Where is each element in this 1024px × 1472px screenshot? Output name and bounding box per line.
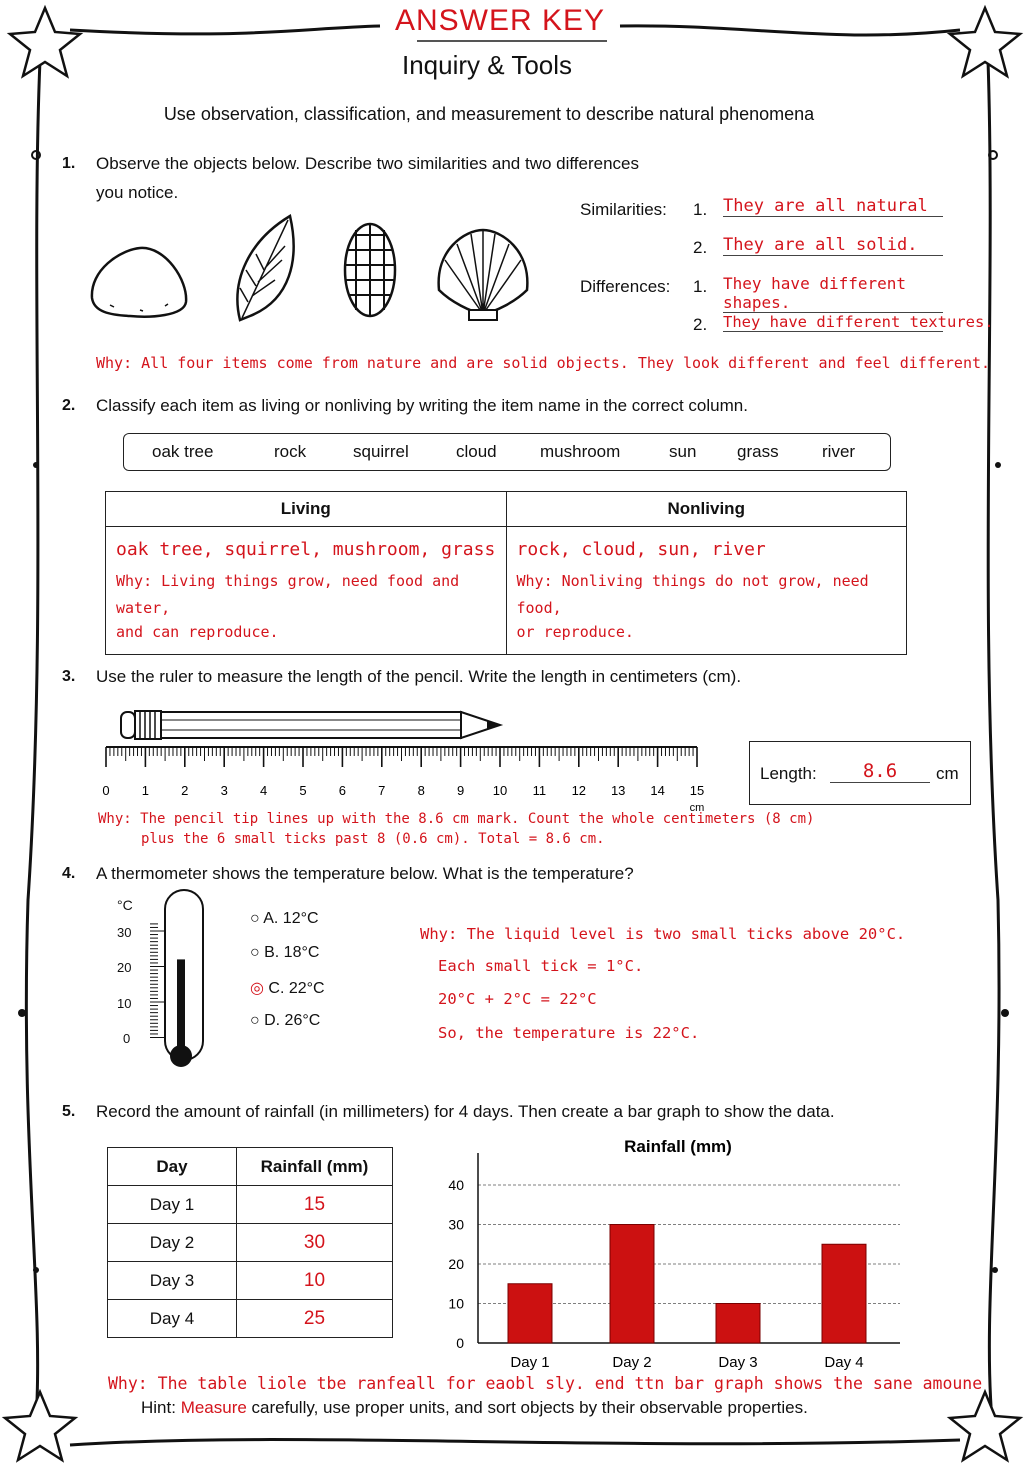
day-cell: Day 2: [108, 1224, 237, 1262]
q1-text-1: Observe the objects below. Describe two similarities and two differences: [96, 154, 639, 173]
word-bank-item: mushroom: [540, 442, 621, 461]
y-tick-label: 40: [448, 1177, 464, 1193]
living-why-1: Why: Living things grow, need food and water,: [116, 572, 460, 617]
rainfall-table: [107, 1147, 393, 1338]
bar: [508, 1284, 552, 1343]
ruler: [98, 745, 723, 817]
title-underline: [417, 40, 607, 42]
y-tick-label: 10: [448, 1295, 464, 1312]
ruler-label: 7: [378, 783, 386, 798]
ruler-label: 9: [456, 783, 465, 798]
similarities-label: Similarities:: [580, 200, 667, 219]
y-tick-label: 20: [448, 1256, 464, 1272]
ruler-label: 2: [181, 783, 189, 798]
q5-why: Why: The table liole tbe ranfeall for eaobl sly. end ttn bar graph shows the sane amoune: [108, 1374, 983, 1393]
hint-prefix: Hint:: [141, 1398, 181, 1417]
ruler-label: 3: [220, 783, 228, 798]
table-row: [108, 1300, 393, 1338]
ruler-unit: cm: [689, 802, 705, 814]
nonliving-cell[interactable]: [506, 527, 907, 655]
x-tick-label: Day 2: [612, 1354, 652, 1371]
word-bank-item: rock: [274, 442, 307, 461]
word-bank-item: grass: [737, 442, 779, 461]
word-bank-item: sun: [669, 442, 697, 461]
option-b[interactable]: [250, 944, 319, 962]
bar: [610, 1225, 654, 1344]
radio-empty-icon: ○: [250, 944, 265, 961]
q2-number: 2.: [62, 397, 76, 414]
leaf-icon: [237, 216, 293, 320]
q4-why-3: 20°C + 2°C = 22°C: [438, 990, 597, 1008]
q3-text: Use the ruler to measure the length of the pencil. Write the length in centimeters (cm).: [96, 667, 742, 686]
ruler-label: 15: [689, 783, 705, 798]
ruler-label: 0: [102, 783, 110, 798]
chart-title: Rainfall (mm): [624, 1137, 732, 1156]
radio-empty-icon: ○: [250, 910, 264, 927]
table-row: [108, 1262, 393, 1300]
living-header: Living: [106, 492, 507, 527]
pinecone-icon: [345, 224, 395, 316]
length-label: Length:: [760, 764, 817, 783]
ruler-label: 6: [338, 783, 347, 798]
rock-icon: [92, 248, 186, 317]
q3-why-2: plus the 6 small ticks past 8 (0.6 cm). Total = 8.6 cm.: [141, 831, 605, 847]
bar: [716, 1304, 760, 1344]
difference-answer-2[interactable]: They have different textures.: [723, 313, 994, 331]
q5-number: 5.: [62, 1103, 76, 1120]
hint-rest: carefully, use proper units, and sort objects by their observable properties.: [246, 1398, 808, 1417]
word-bank-item: squirrel: [353, 442, 409, 461]
q1-objects: [80, 210, 560, 330]
table-row: [108, 1186, 393, 1224]
ruler-label: 11: [532, 783, 547, 798]
q4-number: 4.: [62, 865, 76, 882]
page-subtitle: Inquiry & Tools: [401, 50, 573, 80]
word-bank-item: river: [822, 442, 856, 461]
word-bank: [123, 433, 891, 471]
q3-number: 3.: [62, 668, 76, 685]
nonliving-why-1: Why: Nonliving things do not grow, need food,: [516, 572, 869, 617]
living-why-2: and can reproduce.: [116, 623, 279, 641]
y-tick-label: 30: [448, 1216, 464, 1233]
ruler-label: 14: [650, 783, 665, 798]
word-bank-item: oak tree: [152, 442, 214, 461]
day-cell: Day 1: [108, 1186, 237, 1224]
nonliving-why-2: or reproduce.: [516, 623, 634, 641]
diff-number-1: 1.: [693, 277, 708, 296]
thermo-scale-0: 0: [123, 1031, 131, 1046]
option-d[interactable]: [250, 1012, 320, 1030]
living-answer: oak tree, squirrel, mushroom, grass: [116, 539, 496, 560]
q1-text-2: you notice.: [96, 183, 179, 202]
thermo-scale-20: 20: [117, 960, 132, 975]
x-tick-label: Day 4: [824, 1354, 864, 1371]
q4-text: A thermometer shows the temperature below. What is the temperature?: [96, 864, 634, 883]
diff-number-2: 2.: [693, 315, 708, 334]
thermometer-icon: [140, 888, 220, 1078]
bar: [822, 1244, 866, 1343]
nonliving-answer: rock, cloud, sun, river: [516, 539, 766, 560]
ruler-label: 4: [259, 783, 268, 798]
rainfall-cell[interactable]: 15: [237, 1186, 393, 1224]
length-box: [749, 741, 971, 805]
q1-why: Why: All four items come from nature and are solid objects. They look different and feel different.: [96, 354, 991, 372]
x-tick-label: Day 3: [718, 1354, 758, 1371]
similarity-answer-2[interactable]: They are all solid.: [723, 235, 943, 256]
q1-number: 1.: [62, 155, 76, 172]
table-header-rainfall: Rainfall (mm): [237, 1148, 393, 1186]
shell-icon: [439, 230, 528, 320]
classification-table: [105, 491, 907, 655]
ruler-label: 5: [299, 783, 307, 798]
option-a-label: A. 12°C: [263, 910, 319, 927]
q4-why-4: So, the temperature is 22°C.: [438, 1024, 700, 1042]
thermo-scale-30: 30: [117, 925, 132, 940]
option-b-label: B. 18°C: [264, 944, 320, 961]
differences-label: Differences:: [580, 277, 671, 296]
q3-why-1: Why: The pencil tip lines up with the 8.6 cm mark. Count the whole centimeters (8 cm): [98, 811, 815, 827]
day-cell: Day 4: [108, 1300, 237, 1338]
answer-key-title: ANSWER KEY: [394, 4, 606, 37]
x-tick-label: Day 1: [510, 1354, 550, 1371]
thermometer-liquid: [177, 959, 185, 1048]
living-cell[interactable]: [106, 527, 507, 655]
ruler-label: 13: [610, 783, 626, 798]
thermometer-bulb: [170, 1045, 192, 1067]
ruler-label: 10: [492, 783, 508, 798]
radio-empty-icon: ○: [250, 1012, 265, 1029]
option-c[interactable]: [250, 978, 325, 998]
option-a[interactable]: [250, 910, 319, 928]
length-answer-input[interactable]: 8.6: [830, 760, 930, 783]
option-c-label: C. 22°C: [268, 980, 325, 997]
rainfall-cell[interactable]: 25: [237, 1300, 393, 1338]
length-unit: cm: [936, 764, 959, 783]
ruler-label: 8: [417, 783, 425, 798]
footer-hint: [141, 1398, 808, 1418]
q2-text: Classify each item as living or nonliving by writing the item name in the correct column.: [96, 396, 748, 415]
q5-text: Record the amount of rainfall (in millimeters) for 4 days. Then create a bar graph to show the data.: [96, 1102, 835, 1121]
star-icon-bottom-left: [5, 1392, 75, 1460]
instructions: Use observation, classification, and measurement to describe natural phenomena: [163, 104, 815, 124]
ruler-label: 12: [571, 783, 587, 798]
rainfall-cell[interactable]: 30: [237, 1224, 393, 1262]
rainfall-cell[interactable]: 10: [237, 1262, 393, 1300]
sim-number-1: 1.: [693, 200, 708, 219]
q4-why-2: Each small tick = 1°C.: [438, 957, 644, 975]
table-header-day: Day: [108, 1148, 237, 1186]
thermo-scale-10: 10: [117, 996, 132, 1011]
day-cell: Day 3: [108, 1262, 237, 1300]
star-icon-bottom-right: [950, 1392, 1020, 1460]
q4-why-1: Why: The liquid level is two small ticks above 20°C.: [420, 925, 906, 943]
pencil-icon: [115, 708, 505, 742]
ruler-label: 1: [141, 783, 150, 798]
difference-answer-1[interactable]: They have different shapes.: [723, 274, 943, 313]
option-d-label: D. 26°C: [264, 1012, 321, 1029]
word-bank-item: cloud: [456, 442, 497, 461]
similarity-answer-1[interactable]: They are all natural: [723, 196, 943, 217]
hint-highlight: Measure: [180, 1398, 247, 1417]
nonliving-header: Nonliving: [506, 492, 907, 527]
rainfall-bar-chart: [430, 1133, 910, 1373]
table-row: [108, 1224, 393, 1262]
radio-selected-icon: ◎: [250, 980, 269, 997]
thermometer-unit: °C: [117, 897, 133, 913]
sim-number-2: 2.: [693, 238, 708, 257]
y-tick-label: 0: [456, 1335, 464, 1351]
